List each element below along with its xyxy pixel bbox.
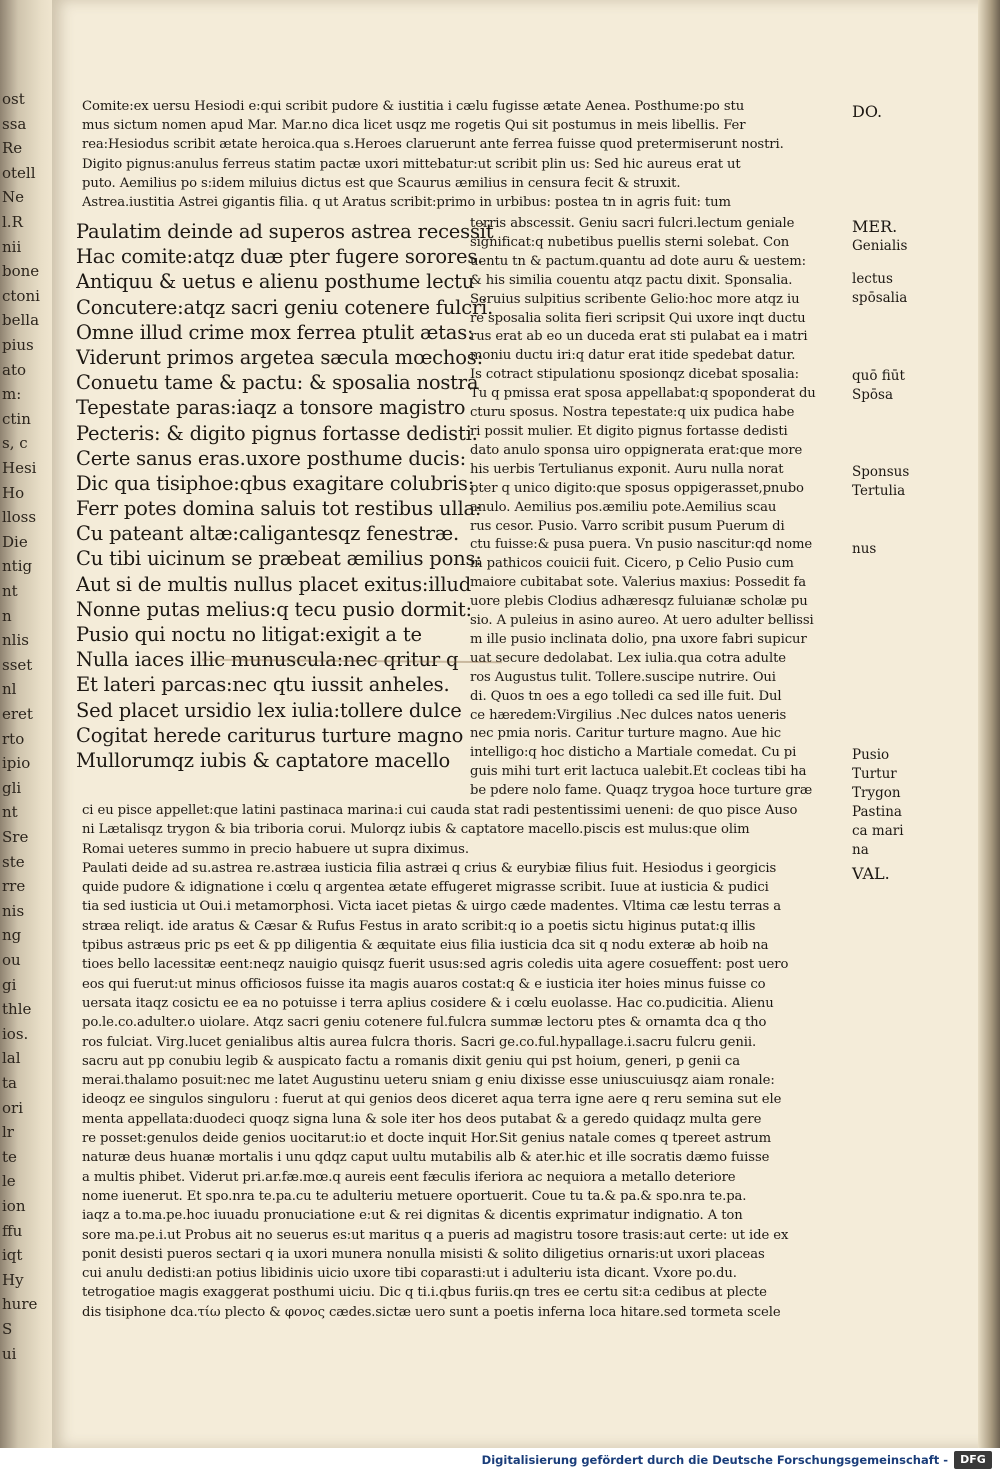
- commentary-line: his uerbis Tertulianus exponit. Auru nulla norat: [470, 461, 784, 477]
- left-facing-page-edge: [0, 0, 52, 1448]
- lower-commentary-line: ros fulciat. Virg.lucet genialibus altis aurea fulcra thoris. Sacri ge.co.ful.hypallage.i.sacru fulcru genii.: [82, 1034, 757, 1050]
- margin-note: lectus: [852, 271, 893, 287]
- lower-commentary-block: [82, 801, 862, 1322]
- lower-commentary-line: ponit desisti pueros sectari q ia uxori munera nonulla misisti & solito diligetius ornaris:ut uxori placeas: [82, 1246, 765, 1262]
- gutter-text-fragment: ctin: [2, 409, 31, 428]
- commentary-line: guis mihi turt erit lactuca ualebit.Et cocleas tibi ha: [470, 764, 807, 780]
- lower-commentary-line: uersata itaqz cosictu ee ea no potuisse i terra aplius cosidere & i cœlu euolasse. Hac co.pudicitia. Alienu: [82, 995, 774, 1011]
- commentary-line: rus cesor. Pusio. Varro scribit pusum Puerum di: [470, 518, 785, 534]
- margin-note: Sponsus: [852, 464, 910, 480]
- verse-line: Ferr potes domina saluis tot restibus ulla:: [76, 497, 482, 521]
- verse-line: Dic qua tisiphoe:qbus exagitare colubris:: [76, 471, 475, 495]
- gutter-text-fragment: l.R: [2, 213, 23, 231]
- commentary-line: ce hæredem:Virgilius .Nec dulces natos ueneris: [470, 707, 787, 723]
- lower-commentary-line: menta appellata:duodeci quoqz signa luna & sole iter hos deos putabat & a geredo quidaqz multa gere: [82, 1111, 762, 1127]
- lower-commentary-line: sacru aut pp conubiu legib & auspicato factu a romanis dixit geniu qui pst hoium, generi, p genii ca: [82, 1053, 740, 1069]
- lower-commentary-line: sore ma.pe.i.ut Probus ait no seuerus es:ut maritus q a pueris ad magistru tosore trasis:aut certe: ut ide ex: [82, 1227, 789, 1243]
- gutter-text-fragment: ion: [2, 1197, 26, 1215]
- commentary-line: maiore cubitabat sote. Valerius maxius: Possedit fa: [470, 575, 807, 591]
- lower-commentary-line: Paulati deide ad su.astrea re.astræa iusticia filia astræi q crius & eurybiæ filius fuit. Hesiodus i georgicis: [82, 860, 777, 876]
- gutter-text-fragment: m:: [2, 385, 22, 404]
- lower-commentary-line: merai.thalamo posuit:nec me latet Augustinu ueteru sniam g eniu dixisse esse uniuscuiusqz aiam ronale:: [82, 1073, 775, 1089]
- gutter-text-fragment: ssa: [2, 114, 27, 133]
- commentary-line: di. Quos tn oes a ego tolledi ca sed ille fuit. Dul: [470, 688, 782, 704]
- gutter-text-fragment: hure: [2, 1295, 38, 1314]
- commentary-line: cturu sposus. Nostra tepestate:q uix pudica habe: [470, 405, 795, 421]
- dfg-logo: DFG: [954, 1451, 992, 1469]
- commentary-line: rus erat ab eo un duceda erat sti pulabat ea i matri: [470, 329, 808, 345]
- lower-commentary-line: a multis phibet. Viderut pri.ar.fæ.mœ.q aureis eent fæculis iferiora ac nequiora a metallo deteriore: [82, 1169, 736, 1185]
- margin-note: Trygon: [852, 785, 901, 801]
- lower-commentary-line: tia sed iusticia ut Oui.i metamorphosi. Victa iacet pietas & uirgo cæde madentes. Vltima cæ lestu terras a: [82, 899, 782, 915]
- commentary-line: & his similia couentu atqz pactu dixit. Sponsalia.: [470, 272, 793, 288]
- commentary-line: pter q unico digito:que sposus oppigerasset,pnubo: [470, 480, 804, 496]
- verse-line: Cu pateant altæ:caligantesqz fenestræ.: [76, 522, 459, 546]
- gutter-text-fragment: Ne: [2, 188, 25, 207]
- commentary-line: uentu tn & pactum.quantu ad dote auru & uestem:: [470, 253, 807, 269]
- gutter-text-fragment: ui: [2, 1344, 17, 1363]
- verse-line: Hac comite:atqz duæ pter fugere sorores.: [76, 245, 484, 269]
- lower-commentary-line: ideoqz ee singulos singuloru : fuerut at qui genios deos diceret aqua terra igne aere q reru semina sut ele: [82, 1092, 782, 1108]
- gutter-text-fragment: ios.: [2, 1024, 29, 1043]
- gutter-text-fragment: ctoni: [2, 286, 40, 305]
- lower-commentary-line: po.le.co.adulter.o uiolare. Atqz sacri geniu cotenere ful.fulcra summæ lectoru ptes & ornamta dca q tho: [82, 1015, 767, 1031]
- commentary-line: intelligo:q hoc disticho a Martiale comedat. Cu pi: [470, 745, 797, 761]
- gutter-text-fragment: eret: [2, 705, 33, 723]
- verse-line: Cu tibi uicinum se præbeat æmilius pons:: [76, 547, 482, 571]
- gutter-text-fragment: sset: [2, 655, 33, 674]
- gutter-text-fragment: pius: [2, 336, 34, 354]
- gutter-text-fragment: ste: [2, 852, 25, 871]
- heading-line: Digito pignus:anulus ferreus statim pactæ uxori mittebatur:ut scribit plin us: Sed hic aureus erat ut: [82, 156, 741, 172]
- heading-line: puto. Aemilius po s:idem miluius dictus est que Scaurus æmilius in censura fecit & struxit.: [82, 175, 681, 191]
- verse-line: Aut si de multis nullus placet exitus:illud: [76, 572, 471, 596]
- lower-commentary-line: quide pudore & idignatione i cœlu q argentea ætate effugeret migrasse scribit. Iuue at iusticia & pudici: [82, 880, 769, 896]
- commentary-line: significat:q nubetibus puellis sterni solebat. Con: [470, 234, 790, 250]
- gutter-text-fragment: ori: [2, 1098, 23, 1117]
- gutter-text-fragment: lloss: [2, 508, 37, 527]
- side-commentary-block: [470, 215, 846, 801]
- commentary-line: uore plebis Clodius adhæresqz fuluianæ scholæ pu: [470, 594, 808, 610]
- gutter-text-fragment: Sre: [2, 828, 29, 846]
- gutter-text-fragment: ta: [2, 1074, 17, 1092]
- lower-commentary-line: cui anulu dedisti:an potius libidinis uicio uxore tibi coparasti:ut i adulteriu ista dicant. Vxore po.du.: [82, 1266, 737, 1282]
- commentary-line: moniu ductu iri:q datur erat itide spedebat datur.: [470, 348, 796, 364]
- gutter-text-fragment: nt: [2, 803, 18, 822]
- margin-note: quō fiūt: [852, 368, 905, 384]
- lower-commentary-line: ci eu pisce appellet:que latini pastinaca marina:i cui cauda stat radi pestentissimi ueneni: de quo pisce Auso: [82, 803, 798, 818]
- gutter-text-fragment: rre: [2, 877, 26, 896]
- margin-notes: [846, 0, 966, 1448]
- verse-line: Mullorumqz iubis & captatore macello: [76, 748, 451, 772]
- gutter-text-fragment: nl: [2, 680, 17, 699]
- margin-note: Genialis: [852, 238, 908, 254]
- commentary-line: in pathicos couicii fuit. Cicero, p Celio Pusio cum: [470, 556, 794, 572]
- verse-line: Omne illud crime mox ferrea ptulit ætas:: [76, 320, 474, 344]
- heading-line: mus sictum nomen apud Mar. Mar.no dica licet usqz me rogetis Qui sit postumus in meis libellis. Fer: [82, 118, 746, 134]
- heading-line: Astrea.iustitia Astrei gigantis filia. q ut Aratus scribit:primo in urbibus: postea tn in agris fuit: tum: [82, 194, 731, 210]
- commentary-line: ri possit mulier. Et digito pignus fortasse dedisti: [470, 423, 788, 439]
- lower-commentary-line: re posset:genulos deide genios uocitarut:io et docte inquit Hor.Sit genius natale comes q tpereet astrum: [82, 1131, 772, 1147]
- verse-line: Sed placet ursidio lex iulia:tollere dulce: [76, 698, 462, 722]
- gutter-text-fragment: ost: [2, 90, 25, 108]
- heading-line: Comite:ex uersu Hesiodi e:qui scribit pudore & iustitia i cælu fugisse ætate Aenea. Posthume:po stu: [82, 99, 745, 114]
- gutter-text-fragment: nlis: [2, 631, 29, 650]
- gutter-text-fragment: nii: [2, 237, 22, 256]
- gutter-text-fragment: Re: [2, 139, 23, 158]
- gutter-text-fragment: s, c: [2, 434, 28, 453]
- heading-commentary-block: [82, 97, 852, 212]
- gutter-text-fragment: thle: [2, 1000, 32, 1019]
- gutter-text-fragment: lal: [2, 1049, 21, 1068]
- margin-note: MER.: [852, 217, 898, 236]
- commentary-line: sio. A puleius in asino aureo. At uero adulter bellissi: [470, 613, 814, 629]
- verse-line: Pecteris: & digito pignus fortasse dedisti.: [76, 421, 478, 445]
- gutter-text-fragment: otell: [2, 163, 36, 182]
- verse-text-block: [76, 219, 496, 773]
- lower-commentary-line: tetrogatioe magis exaggerat posthumi uiciu. Dic q ti.i.qbus furiis.qn tres ee certu sit:a cedibus at plecte: [82, 1285, 767, 1301]
- gutter-text-fragment: nt: [2, 582, 18, 600]
- verse-line: Pusio qui noctu no litigat:exigit a te: [76, 623, 422, 646]
- commentary-line: m ille pusio inclinata dolio, pna uxore fabri supicur: [470, 631, 807, 647]
- margin-note: VAL.: [852, 864, 890, 883]
- margin-note: ca mari: [852, 823, 904, 839]
- gutter-text-fragment: nis: [2, 901, 25, 920]
- commentary-line: dato anulo sponsa uiro oppignerata erat:que more: [470, 442, 803, 458]
- gutter-text-fragment: Ho: [2, 483, 25, 502]
- margin-note: Pusio: [852, 747, 890, 763]
- gutter-text-fragment: gli: [2, 778, 22, 797]
- margin-note: Pastina: [852, 804, 902, 820]
- lower-commentary-line: ni Lætalisqz trygon & bia triboria corui. Mulorqz iubis & captatore macello.piscis est mulus:que olim: [82, 822, 750, 838]
- margin-note: Tertulia: [852, 483, 906, 499]
- gutter-text-fragment: rto: [2, 729, 25, 748]
- funding-notice: Digitalisierung gefördert durch die Deutsche Forschungsgemeinschaft -: [481, 1453, 948, 1467]
- gutter-text-fragment: Hy: [2, 1270, 24, 1289]
- commentary-line: be pdere nolo fame. Quaqz trygoa hoce turture græ: [470, 783, 813, 799]
- lower-commentary-line: nome iuenerut. Et spo.nra te.pa.cu te adulteriu metuere oportuerit. Coue tu ta.& pa.& spo.nra te.pa.: [82, 1188, 747, 1204]
- lower-commentary-line: Romai ueteres summo in precio habuere ut supra diximus.: [82, 841, 469, 857]
- right-book-edge: [978, 0, 1000, 1448]
- gutter-text-fragment: le: [2, 1172, 16, 1191]
- commentary-line: uat secure dedolabat. Lex iulia.qua cotra adulte: [470, 650, 786, 666]
- verse-line: Paulatim deinde ad superos astrea recessit: [76, 220, 494, 243]
- gutter-text-fragment: iqt: [2, 1246, 23, 1265]
- commentary-line: ctu fuisse:& pusa puera. Vn pusio nascitur:qd nome: [470, 537, 813, 553]
- verse-line: Concutere:atqz sacri geniu cotenere fulcri.: [76, 295, 494, 319]
- commentary-line: nec pmia noris. Caritur turture magno. Aue hic: [470, 726, 782, 742]
- commentary-line: anulo. Aemilius pos.æmiliu pote.Aemilius scau: [470, 499, 777, 515]
- verse-line: Viderunt primos argetea sæcula mœchos:: [76, 345, 483, 369]
- gutter-text-fragment: gi: [2, 975, 17, 994]
- margin-note: Spōsa: [852, 387, 893, 403]
- footer-bar: [0, 1448, 1000, 1473]
- book-page: [52, 0, 1000, 1448]
- verse-line: Nulla iaces illic munuscula:nec qritur q: [76, 648, 459, 672]
- gutter-text-fragment: ffu: [2, 1221, 23, 1240]
- gutter-text-fragment: bella: [2, 311, 40, 330]
- gutter-text-fragment: ntig: [2, 557, 33, 576]
- gutter-text-fragment: S: [2, 1320, 13, 1338]
- verse-line: Antiquu & uetus e alienu posthume lectu: [76, 270, 475, 294]
- verse-line: Cogitat herede cariturus turture magno: [76, 723, 464, 747]
- heading-line: rea:Hesiodus scribit ætate heroica.qua s.Heroes claruerunt ante ferrea fuisse quod pretermiserunt nostri.: [82, 137, 784, 153]
- lower-commentary-line: naturæ deus huanæ mortalis i unu qdqz caput uultu mutabilis alb & ater.hic et ille socratis dæmo fuisse: [82, 1150, 770, 1166]
- verse-line: Tepestate paras:iaqz a tonsore magistro: [76, 396, 466, 420]
- margin-note: DO.: [852, 102, 883, 121]
- gutter-text-fragment: Die: [2, 532, 28, 551]
- commentary-line: Is cotract stipulationu sposionqz dicebat sposalia:: [470, 367, 799, 383]
- gutter-text-fragment: ou: [2, 951, 21, 969]
- commentary-line: Tu q pmissa erat sposa appellabat:q spoponderat du: [470, 386, 816, 402]
- commentary-line: terris abscessit. Geniu sacri fulcri.lectum geniale: [470, 216, 795, 231]
- verse-line: Et lateri parcas:nec qtu iussit anheles.: [76, 673, 450, 697]
- commentary-line: re sposalia solita fieri scripsit Qui uxore inqt ductu: [470, 310, 806, 326]
- lower-commentary-line: iaqz a to.ma.pe.hoc iuuadu pronuciatione e:ut & rei dignitas & dicentis exprimatur indignatio. A ton: [82, 1208, 743, 1224]
- gutter-text-fragment: Hesi: [2, 459, 37, 477]
- margin-note: spōsalia: [852, 290, 908, 306]
- gutter-text-fragment: ipio: [2, 754, 31, 773]
- gutter-text-fragment: ato: [2, 360, 27, 379]
- gutter-text-fragment: n: [2, 606, 12, 625]
- lower-commentary-line: tpibus astræus pric ps eet & pp diligentia & æquitate eius filia iusticia dca sit q nodu exteræ ab hoib na: [82, 938, 769, 954]
- verse-line: Certe sanus eras.uxore posthume ducis:: [76, 446, 466, 470]
- lower-commentary-line: eos qui fuerut:ut minus officiosos fuisse ita magis auaros costat:q & e iusticia iter hoies minus fuisse co: [82, 976, 766, 992]
- lower-commentary-line: tioes bello lacessitæ eent:neqz nauigio quisqz fuerit usus:sed agris coledis uita agere cosueffent: post uero: [82, 957, 789, 973]
- verse-line: Nonne putas melius:q tecu pusio dormit:: [76, 597, 472, 621]
- gutter-text-fragment: bone: [2, 262, 40, 281]
- verse-line: Conuetu tame & pactu: & sposalia nostra: [76, 371, 479, 395]
- lower-commentary-line: dis tisiphone dca.τίω plecto & φονος cædes.sictæ uero sunt a poetis inferna loca hitare.sed tormeta scele: [82, 1304, 781, 1320]
- gutter-text-fragment: lr: [2, 1123, 14, 1142]
- gutter-text-fragment: ng: [2, 926, 22, 945]
- gutter-text-fragment: te: [2, 1147, 17, 1166]
- margin-note: nus: [852, 541, 877, 557]
- commentary-line: ros Augustus tulit. Tollere.suscipe nutrire. Oui: [470, 669, 776, 685]
- lower-commentary-line: stræa reliqt. ide aratus & Cæsar & Rufus Festus in arato scribit:q io a poetis sictu higinus putat:q illis: [82, 918, 756, 934]
- margin-note: na: [852, 842, 869, 858]
- commentary-line: Seruius sulpitius scribente Gelio:hoc more atqz iu: [470, 291, 800, 307]
- margin-note: Turtur: [852, 766, 897, 782]
